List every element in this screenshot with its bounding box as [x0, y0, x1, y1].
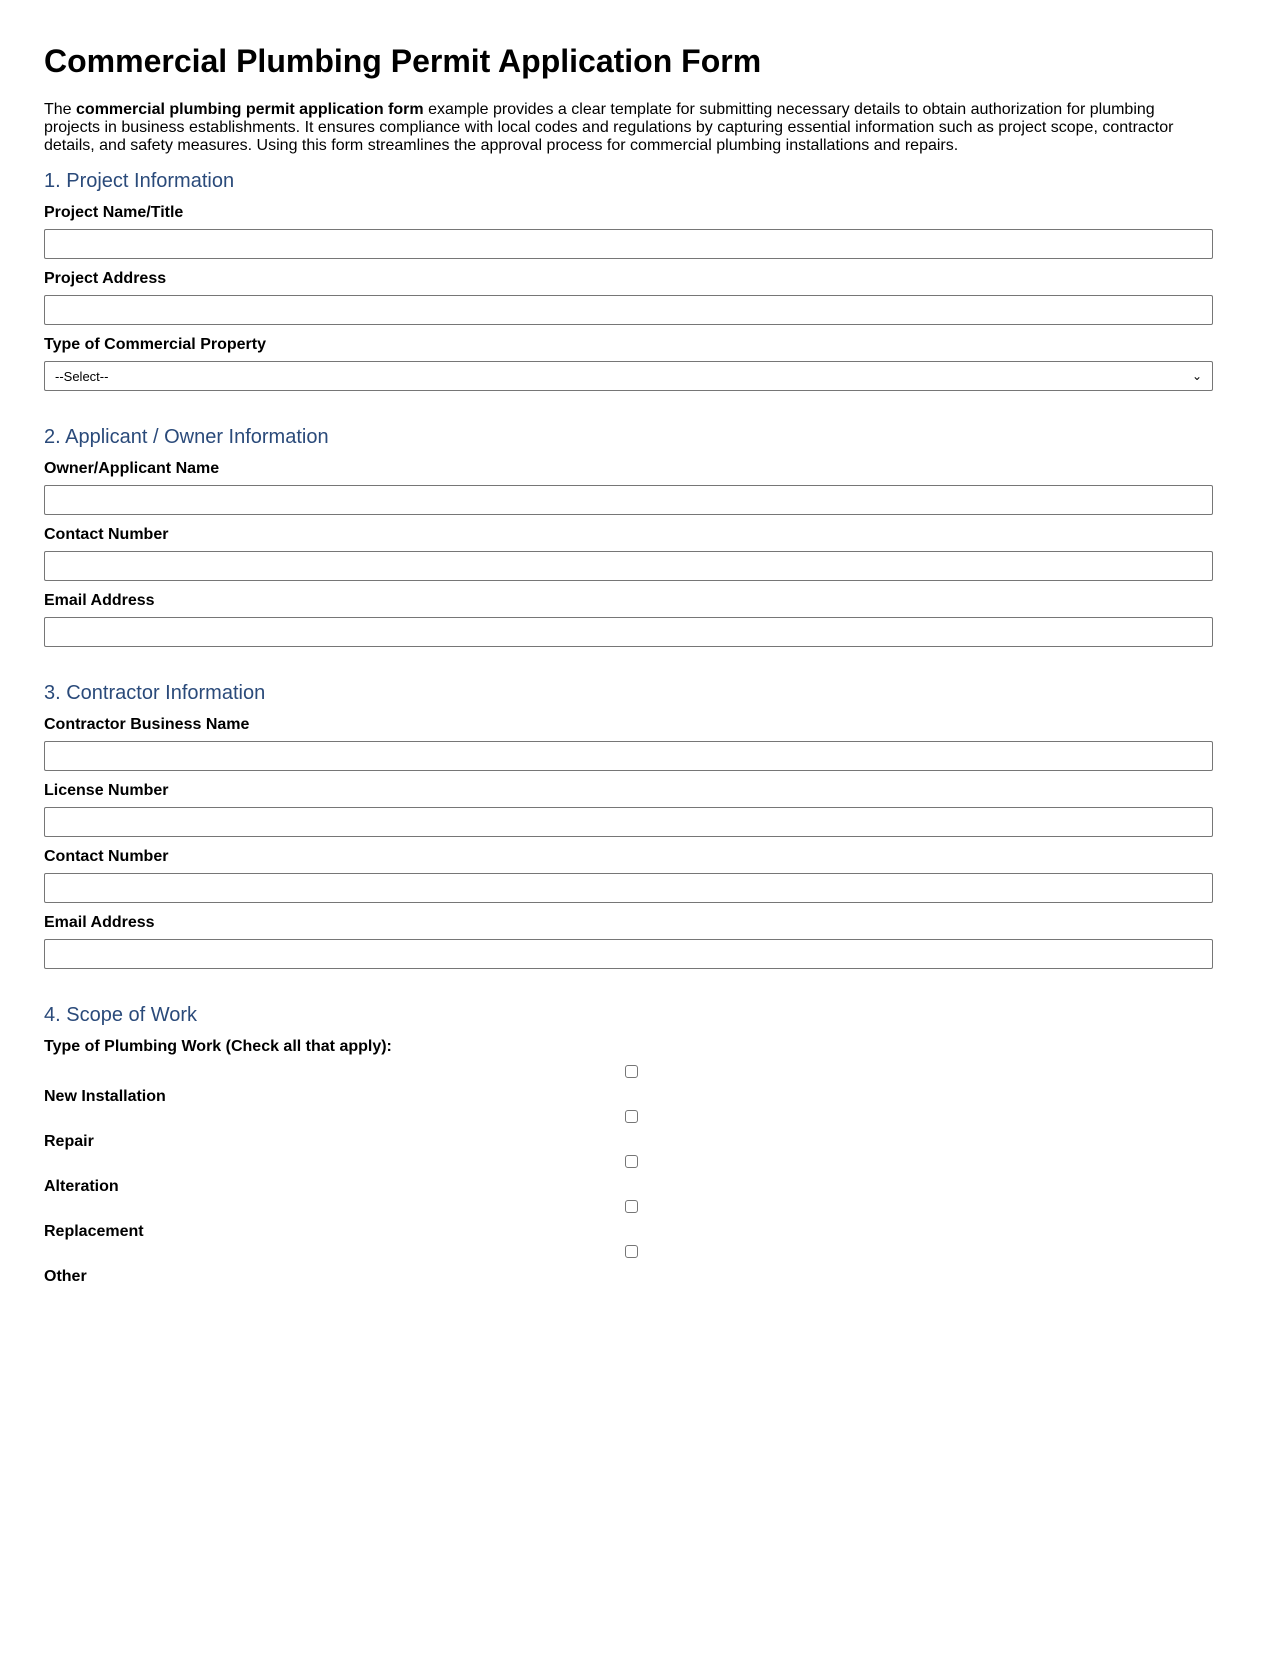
option-new-installation: New Installation [44, 1088, 166, 1105]
owner-name-label: Owner/Applicant Name [44, 460, 220, 477]
contractor-phone-input[interactable] [44, 873, 1213, 903]
license-number-label: License Number [44, 782, 169, 799]
owner-name-input[interactable] [44, 485, 1213, 515]
section-heading-project: 1. Project Information [44, 170, 235, 192]
contractor-email-input[interactable] [44, 939, 1213, 969]
property-type-label: Type of Commercial Property [44, 336, 266, 353]
project-name-input[interactable] [44, 229, 1213, 259]
owner-phone-label: Contact Number [44, 526, 169, 543]
contractor-email-label: Email Address [44, 914, 155, 931]
intro-paragraph [44, 101, 1213, 155]
project-address-label: Project Address [44, 270, 167, 287]
owner-email-input[interactable] [44, 617, 1213, 647]
owner-email-label: Email Address [44, 592, 155, 609]
section-heading-contractor: 3. Contractor Information [44, 682, 266, 704]
option-repair: Repair [44, 1133, 94, 1150]
intro-suffix: example provides a clear template for submitting necessary details to obtain authorization for plumbing projects in business establishments. It ensures compliance with local codes and regulations by capturing essential information such as project scope, contractor details, and safety measures. Using this form streamlines the approval process for commercial plumbing installations and repairs. [44, 101, 1174, 154]
contractor-business-input[interactable] [44, 741, 1213, 771]
property-type-select[interactable] [44, 361, 1213, 391]
checkbox-replacement[interactable] [625, 1200, 638, 1213]
checkbox-repair[interactable] [625, 1110, 638, 1123]
option-alteration: Alteration [44, 1178, 119, 1195]
section-heading-owner: 2. Applicant / Owner Information [44, 426, 329, 448]
option-other: Other [44, 1268, 87, 1285]
owner-phone-input[interactable] [44, 551, 1213, 581]
contractor-business-label: Contractor Business Name [44, 716, 250, 733]
option-replacement: Replacement [44, 1223, 144, 1240]
page-title: Commercial Plumbing Permit Application Form [44, 43, 762, 79]
checkbox-new-installation[interactable] [625, 1065, 638, 1078]
license-number-input[interactable] [44, 807, 1213, 837]
section-heading-scope: 4. Scope of Work [44, 1004, 198, 1026]
project-address-input[interactable] [44, 295, 1213, 325]
chevron-down-icon: ⌄ [1191, 369, 1202, 383]
work-type-label: Type of Plumbing Work (Check all that apply): [44, 1038, 392, 1055]
property-type-value: --Select-- [55, 368, 109, 384]
checkbox-alteration[interactable] [625, 1155, 638, 1168]
checkbox-other[interactable] [625, 1245, 638, 1258]
project-name-label: Project Name/Title [44, 204, 184, 221]
intro-bold: commercial plumbing permit application form [76, 101, 424, 118]
contractor-phone-label: Contact Number [44, 848, 169, 865]
intro-prefix: The [44, 101, 77, 118]
